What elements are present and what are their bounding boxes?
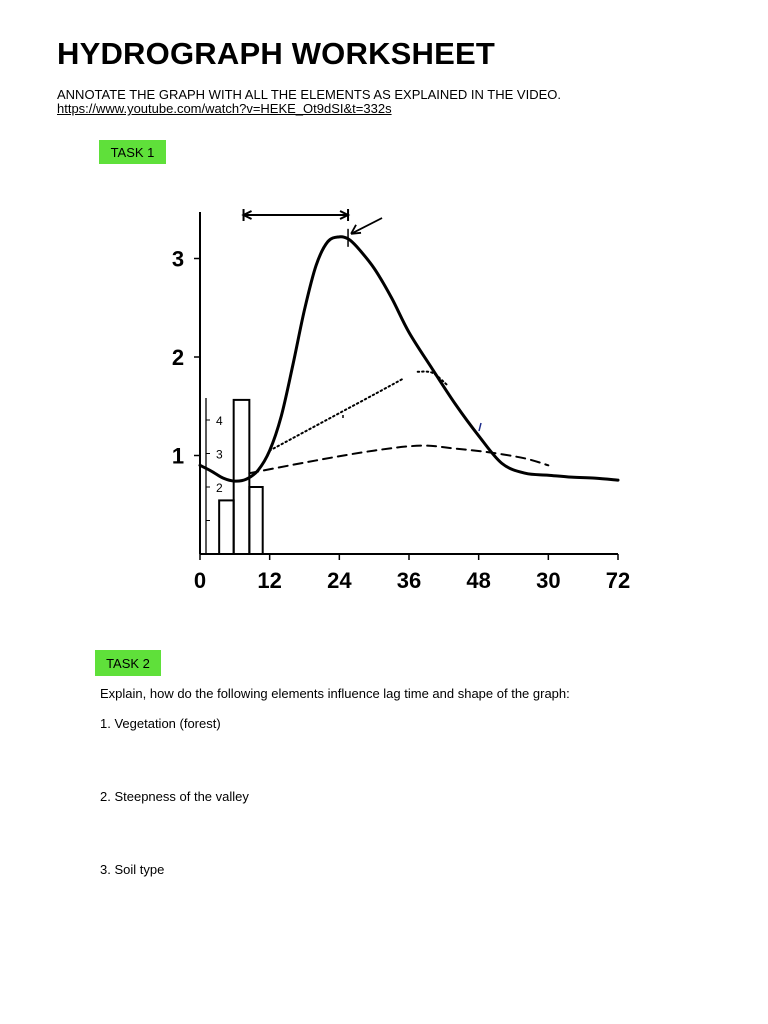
rain-tick-label: 4 xyxy=(216,414,223,428)
series-line-solid-0 xyxy=(200,237,618,481)
worksheet-instruction: ANNOTATE THE GRAPH WITH ALL THE ELEMENTS AS EXPLAINED IN THE VIDEO. xyxy=(57,87,561,102)
task1-badge: TASK 1 xyxy=(99,140,166,164)
video-link[interactable]: https://www.youtube.com/watch?v=HEKE_Ot9dSI&t=332s xyxy=(57,101,392,116)
task2-prompt: Explain, how do the following elements influence lag time and shape of the graph: xyxy=(100,686,570,701)
question-3: 3. Soil type xyxy=(100,862,165,877)
hydrograph-chart xyxy=(160,198,650,598)
rain-tick-label: 2 xyxy=(216,481,223,495)
question-2: 2. Steepness of the valley xyxy=(100,789,249,804)
x-tick-label: 30 xyxy=(536,568,561,593)
y-tick-label: 2 xyxy=(171,345,185,370)
pen-mark xyxy=(479,423,481,431)
task2-badge: TASK 2 xyxy=(95,650,161,676)
rainfall-bars xyxy=(219,400,263,554)
chart-annotations xyxy=(244,209,481,431)
chart-series xyxy=(200,237,618,481)
series-line-dashed-1 xyxy=(249,446,548,474)
rainfall-bar xyxy=(234,400,250,554)
rainfall-bar xyxy=(219,500,234,554)
y-tick-label: 3 xyxy=(171,246,185,272)
x-tick-label: 72 xyxy=(605,568,631,593)
x-tick-label: 36 xyxy=(396,568,422,593)
rain-tick-label: 3 xyxy=(216,447,223,462)
rainfall-bar xyxy=(249,487,262,554)
chart-tick-labels xyxy=(172,247,630,594)
worksheet-title: HYDROGRAPH WORKSHEET xyxy=(57,36,496,71)
x-tick-label: 12 xyxy=(257,568,282,593)
x-tick-label: 0 xyxy=(193,568,207,593)
y-tick-label: 1 xyxy=(171,443,185,469)
question-1: 1. Vegetation (forest) xyxy=(100,716,221,731)
series-line-dotted-2 xyxy=(270,379,404,451)
x-tick-label: 24 xyxy=(327,568,352,593)
chart-axes xyxy=(194,212,618,560)
x-tick-label: 48 xyxy=(466,568,491,593)
